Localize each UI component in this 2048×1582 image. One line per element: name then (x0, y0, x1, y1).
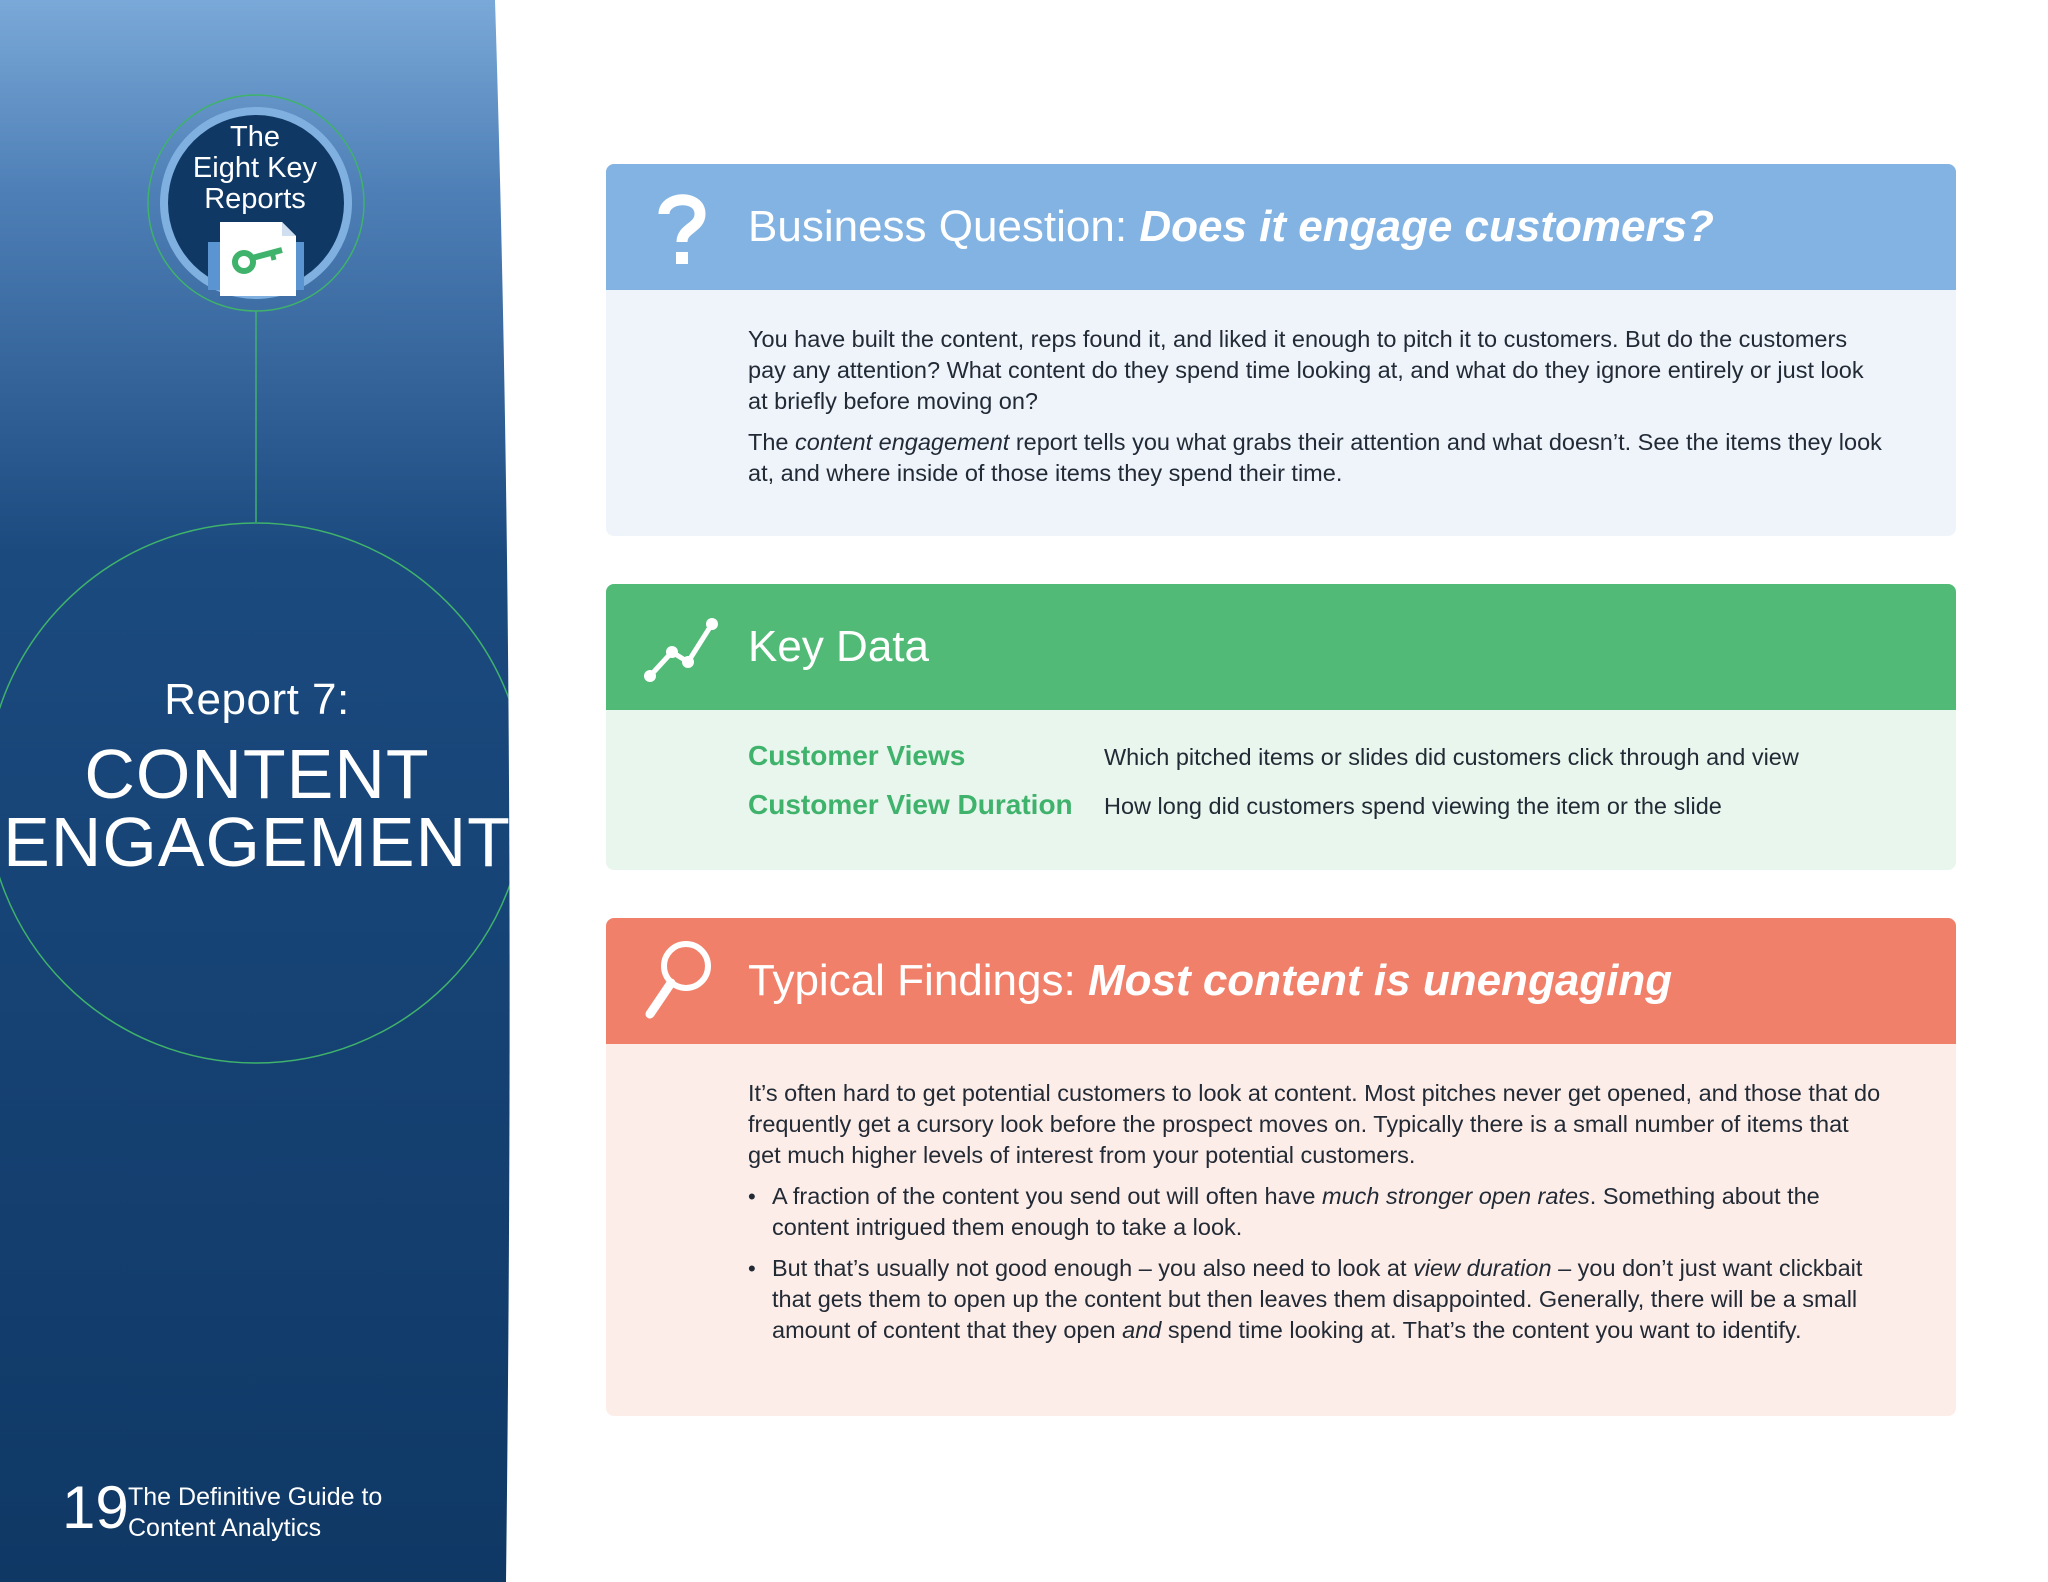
guide-line: The Definitive Guide to (128, 1483, 383, 1511)
bullet-mark: • (748, 1256, 756, 1281)
business-question-label: Business Question: (748, 202, 1128, 251)
text-span: spend time looking at. That’s the content you want to identify. (1161, 1317, 1802, 1343)
typical-findings-card (606, 918, 1956, 1416)
magnifier-icon (636, 936, 726, 1026)
key-data-term: Customer Views (748, 740, 966, 771)
business-question-title (748, 164, 1714, 290)
report-title (0, 735, 514, 881)
text-span: . Something about the content intrigued them enough to take a look. (772, 1183, 1820, 1240)
badge-line: Eight Key (192, 152, 318, 184)
report-title-line: CONTENT (84, 735, 430, 813)
badge-line: Reports (204, 183, 306, 215)
text-span: But that’s usually not good enough – you also need to look at (772, 1255, 1414, 1281)
badge-label (160, 122, 350, 215)
report-title-line: ENGAGEMENT (3, 803, 511, 881)
bullet-mark: • (748, 1184, 756, 1209)
typical-findings-emphasis: Most content is unengaging (1087, 956, 1673, 1005)
typical-findings-label: Typical Findings: (748, 956, 1076, 1005)
text-span: – you don’t just want clickbait that gets them to open up the content but then leaves them disappointed. Generally, there will be a small amount of content that they open (772, 1255, 1863, 1343)
typical-findings-title (748, 918, 1672, 1044)
text-span: report tells you what grabs their attention and what doesn’t. See the items they look at, and where inside of those items they spend their time. (748, 429, 1882, 486)
text-emphasis: and (1122, 1317, 1162, 1343)
typical-findings-paragraph: It’s often hard to get potential customers to look at content. Most pitches never get opened, and those that do frequently get a cursory look before the prospect moves on. Typically there is a small number of items that get much higher levels of interest from your potential customers. (748, 1080, 1881, 1168)
text-span: A fraction of the content you send out will often have (772, 1183, 1322, 1209)
business-question-emphasis: Does it engage customers? (1139, 202, 1714, 251)
key-data-title: Key Data (748, 622, 929, 671)
text-emphasis: view duration (1413, 1255, 1552, 1281)
badge-line: The (230, 121, 280, 153)
business-question-body (606, 290, 1956, 489)
page-number: 19 (62, 1474, 129, 1541)
key-document-icon (208, 222, 304, 296)
typical-findings-header (606, 918, 1956, 1044)
report-number: Report 7: (164, 675, 350, 724)
finding-bullet (748, 1181, 1886, 1243)
text-span: The (748, 429, 796, 455)
line-chart-icon (636, 602, 726, 692)
finding-bullet (748, 1253, 1886, 1346)
guide-line: Content Analytics (128, 1514, 322, 1542)
business-question-paragraph: You have built the content, reps found it, and liked it enough to pitch it to customers. But do the customers pay any attention? What content do they spend time looking at, and what do they ignore entirely or just look at briefly before moving on? (748, 326, 1864, 414)
question-mark-icon (636, 182, 726, 272)
sidebar (0, 0, 520, 1582)
business-question-header (606, 164, 1956, 290)
business-question-paragraph (748, 427, 1886, 489)
key-data-card (606, 584, 1956, 870)
business-question-card (606, 164, 1956, 536)
text-emphasis: content engagement (795, 429, 1010, 455)
key-data-definition: How long did customers spend viewing the item or the slide (1104, 793, 1722, 819)
key-data-term: Customer View Duration (748, 789, 1073, 820)
typical-findings-body (606, 1044, 1956, 1346)
key-data-header (606, 584, 1956, 710)
guide-title (128, 1482, 382, 1544)
key-data-definition: Which pitched items or slides did customers click through and view (1104, 744, 1799, 770)
text-emphasis: much stronger open rates (1322, 1183, 1590, 1209)
